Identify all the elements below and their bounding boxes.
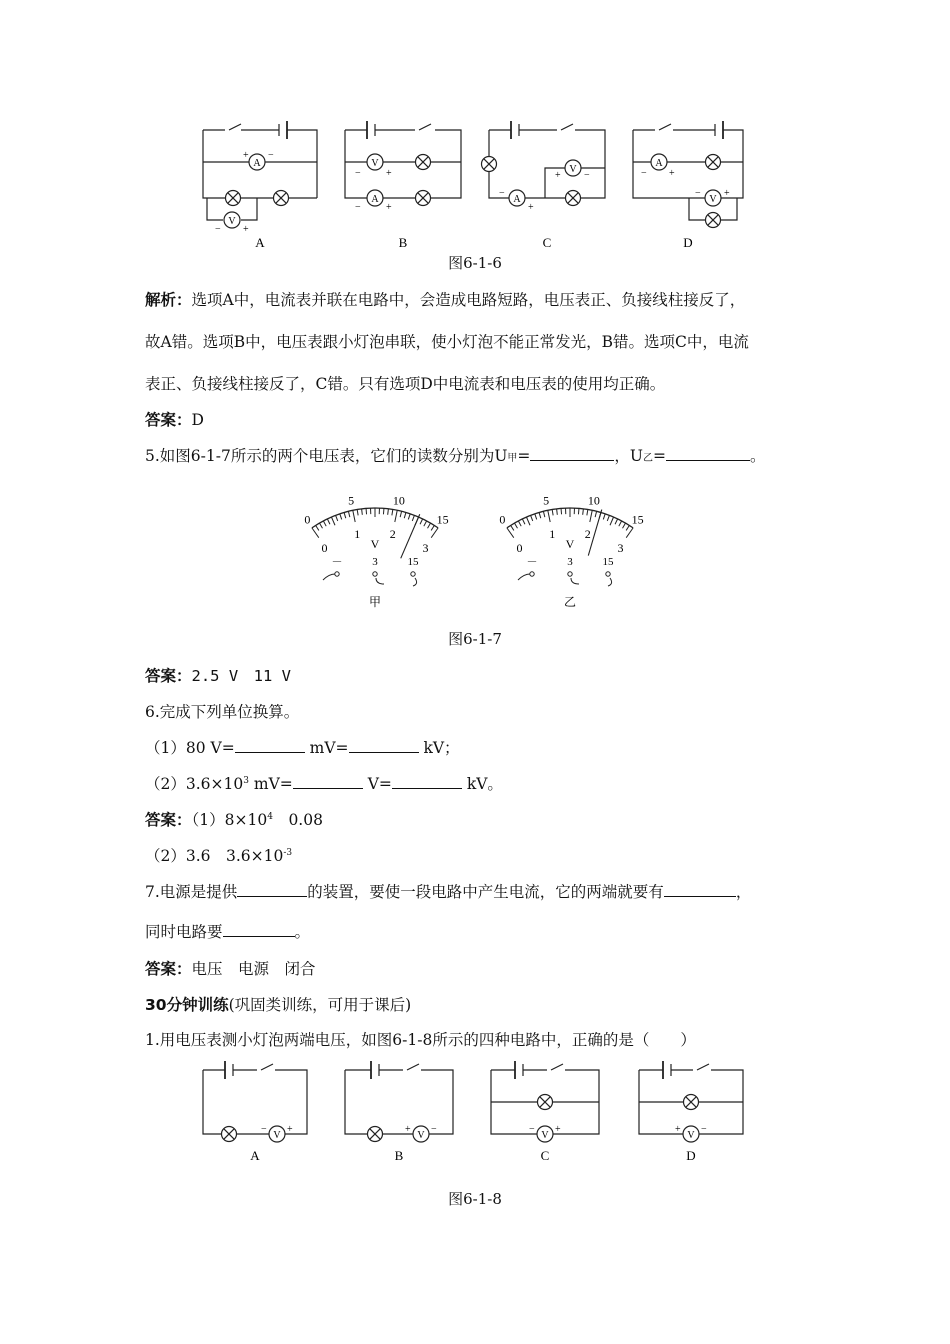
svg-text:+: + <box>724 188 730 199</box>
dial-tick <box>412 515 414 521</box>
scale-label-top: 0 <box>304 512 311 527</box>
lamp-icon <box>482 157 497 172</box>
svg-text:A: A <box>513 194 521 205</box>
dial-tick <box>522 519 525 524</box>
lamp-icon <box>706 213 721 228</box>
meter-name: 乙 <box>563 595 577 609</box>
figure-6-1-8 <box>195 1060 755 1170</box>
dial-tick <box>424 521 427 526</box>
dial-tick <box>511 525 514 530</box>
meter-name: 甲 <box>368 595 382 609</box>
part-text: kV； <box>418 739 460 757</box>
dial-tick <box>362 509 363 515</box>
svg-text:V: V <box>273 1130 281 1141</box>
dial-tick <box>607 515 609 521</box>
svg-text:−: − <box>355 202 361 213</box>
svg-text:−: − <box>499 188 505 199</box>
question-1: 1.用电压表测小灯泡两端电压，如图6-1-8所示的四种电路中，正确的是（ ） <box>145 1031 696 1049</box>
voltmeter-icon <box>355 154 392 179</box>
wire-icon <box>376 578 384 584</box>
svg-text:−: − <box>584 170 590 181</box>
question-5 <box>145 444 766 466</box>
svg-text:+: + <box>555 1124 561 1135</box>
svg-text:−: − <box>701 1124 707 1135</box>
scale-label-bottom: 3 <box>617 540 624 555</box>
figure-caption: 图6-1-6 <box>448 254 502 272</box>
svg-text:A: A <box>253 158 261 169</box>
dial-tick <box>518 521 521 526</box>
terminal-label: 3 <box>567 556 573 568</box>
answer-text: D <box>191 411 204 429</box>
terminal-icon <box>568 572 572 576</box>
option-label: D <box>683 235 693 250</box>
dial-tick <box>623 523 626 528</box>
answer-text: 2.5 V 11 V <box>191 667 292 685</box>
scale-label-top: 10 <box>587 493 600 508</box>
lamp-icon <box>566 191 581 206</box>
lamp-icon <box>538 1095 553 1110</box>
svg-text:−: − <box>529 1124 535 1135</box>
voltmeter-icon <box>675 1124 707 1142</box>
dial-tick <box>392 509 393 515</box>
part-text: V= <box>362 775 392 793</box>
dial-tick <box>348 511 349 517</box>
dial-tick <box>388 509 389 515</box>
ammeter-icon <box>243 150 274 170</box>
answer-label: 答案： <box>145 960 192 978</box>
part-text: kV。 <box>461 775 503 793</box>
lamp-icon <box>706 155 721 170</box>
answer-blank[interactable] <box>237 882 307 897</box>
scale-label-bottom: 3 <box>422 540 429 555</box>
question-text: = <box>517 447 531 465</box>
question-text: 7.电源是提供 <box>145 883 238 901</box>
svg-text:+: + <box>386 202 392 213</box>
subscript: 甲 <box>507 453 518 464</box>
svg-text:A: A <box>371 194 379 205</box>
lamp-icon <box>274 191 289 206</box>
scale-label-bottom: 0 <box>321 540 328 555</box>
dial-pointer <box>401 514 420 558</box>
question-text: 。 <box>294 923 311 941</box>
dial-tick <box>539 512 541 518</box>
dial-tick <box>603 514 605 520</box>
dial-tick <box>395 510 397 522</box>
terminal-label: 3 <box>372 556 378 568</box>
question-text: ， <box>735 883 752 901</box>
option-label: B <box>398 235 408 250</box>
section-title: 30分钟训练 <box>145 996 229 1014</box>
scale-label-top: 0 <box>499 512 506 527</box>
option-label: D <box>686 1148 696 1163</box>
voltmeter-icon <box>555 160 590 181</box>
dial-tick <box>595 511 596 517</box>
terminal-icon <box>373 572 377 576</box>
part-text: （1）80 V= <box>145 739 235 757</box>
svg-text:−: − <box>431 1124 437 1135</box>
dial-tick <box>327 519 330 524</box>
svg-text:A: A <box>655 158 663 169</box>
dial-tick <box>408 514 410 520</box>
ammeter-icon <box>641 154 675 179</box>
answer-text: 电压 电源 闭合 <box>191 960 316 978</box>
voltmeter-icon <box>215 212 249 235</box>
svg-text:+: + <box>675 1124 681 1135</box>
question-text: = <box>653 447 666 465</box>
svg-text:−: − <box>268 150 274 161</box>
dial-tick <box>615 519 618 524</box>
svg-text:−: − <box>641 168 647 179</box>
question-text: 5.如图6-1-7所示的两个电压表，它们的读数分别为U <box>145 447 508 465</box>
voltmeter-icon <box>405 1124 437 1142</box>
svg-text:+: + <box>405 1124 411 1135</box>
question-6-part2 <box>145 772 503 794</box>
scale-label-bottom: 1 <box>549 526 556 541</box>
analysis-text: 选项A中，电流表并联在电路中，会造成电路短路，电压表正、负接线柱接反了， <box>191 291 746 309</box>
svg-text:+: + <box>669 168 675 179</box>
analysis-line: 表正、负接线柱接反了，C错。只有选项D中电流表和电压表的使用均正确。 <box>145 375 666 393</box>
terminal-icon <box>530 572 534 576</box>
scale-label-bottom: 2 <box>584 526 591 541</box>
dial-tick <box>344 512 346 518</box>
question-6: 6.完成下列单位换算。 <box>145 703 300 721</box>
part-text: mV= <box>248 775 293 793</box>
answer-text: （1）8×10 <box>191 811 268 829</box>
figure-6-1-7 <box>300 468 660 613</box>
question-text: 同时电路要 <box>145 923 223 941</box>
answer-label: 答案： <box>145 811 192 829</box>
answer-blank[interactable] <box>392 774 462 789</box>
svg-text:+: + <box>287 1124 293 1135</box>
dial-tick <box>404 512 406 518</box>
voltmeter-icon <box>261 1124 293 1142</box>
dial-tick <box>548 510 550 522</box>
lamp-icon <box>222 1127 237 1142</box>
question-6-part1 <box>145 736 460 758</box>
dial-tick <box>619 521 622 526</box>
scale-label-top: 5 <box>348 493 355 508</box>
dial-tick <box>610 517 614 525</box>
scale-label-bottom: 0 <box>516 540 523 555</box>
svg-text:+: + <box>243 224 249 235</box>
svg-text:−: − <box>695 188 701 199</box>
dial-tick <box>590 510 592 522</box>
dial-tick <box>557 509 558 515</box>
lamp-icon <box>226 191 241 206</box>
voltmeter-icon <box>529 1124 561 1142</box>
question-text: ，U <box>614 447 643 465</box>
answer-blank[interactable] <box>223 922 295 937</box>
wire-icon <box>518 574 530 580</box>
terminal-label: 15 <box>407 556 419 568</box>
wire-icon <box>413 578 417 586</box>
answer-line <box>145 844 292 866</box>
answer-line <box>145 957 316 979</box>
svg-text:−: − <box>261 1124 267 1135</box>
dial-tick <box>319 523 322 528</box>
answer-line <box>145 808 323 830</box>
question-text: 的装置，要使一段电路中产生电流，它的两端就要有 <box>307 883 664 901</box>
dial-tick <box>336 515 338 521</box>
figure-6-1-6 <box>195 120 755 250</box>
dial-tick <box>431 525 434 530</box>
answer-blank[interactable] <box>349 738 419 753</box>
analysis-label: 解析： <box>145 291 192 309</box>
voltmeter-icon <box>695 188 730 206</box>
wire-icon <box>323 574 335 580</box>
superscript: 4 <box>267 811 273 822</box>
svg-text:V: V <box>569 164 577 175</box>
answer-label: 答案： <box>145 667 192 685</box>
svg-text:−: − <box>355 168 361 179</box>
scale-label-top: 10 <box>392 493 405 508</box>
terminal-label: 15 <box>602 556 614 568</box>
lamp-icon <box>368 1127 383 1142</box>
svg-text:−: − <box>215 224 221 235</box>
section-note: (巩固类训练，可用于课后) <box>228 996 412 1014</box>
terminal-label: － <box>331 556 343 568</box>
lamp-icon <box>416 191 431 206</box>
dial-tick <box>323 521 326 526</box>
dial-tick <box>331 517 335 525</box>
terminal-label: － <box>526 556 538 568</box>
figure-caption: 图6-1-7 <box>448 630 502 648</box>
svg-text:V: V <box>228 216 236 227</box>
dial-tick <box>353 510 355 522</box>
svg-text:V: V <box>371 158 379 169</box>
terminal-icon <box>606 572 610 576</box>
scale-label-bottom: 1 <box>354 526 361 541</box>
dial-tick <box>552 509 553 515</box>
dial-tick <box>531 515 533 521</box>
svg-text:+: + <box>386 168 392 179</box>
answer-text: （2）3.6 3.6×10 <box>145 847 284 865</box>
dial-tick <box>400 511 401 517</box>
analysis-line: 故A错。选项B中，电压表跟小灯泡串联，使小灯泡不能正常发光，B错。选项C中，电流 <box>145 333 749 351</box>
part-text: mV= <box>304 739 349 757</box>
answer-label: 答案： <box>145 411 192 429</box>
question-text: 。 <box>750 447 766 465</box>
dial-tick <box>357 509 358 515</box>
subscript: 乙 <box>643 453 653 464</box>
part-text: （2）3.6×10 <box>145 775 244 793</box>
terminal-icon <box>335 572 339 576</box>
svg-text:V: V <box>687 1130 695 1141</box>
svg-text:+: + <box>555 170 561 181</box>
dial-tick <box>626 525 629 530</box>
analysis-line <box>145 288 745 310</box>
answer-line <box>145 408 204 430</box>
wire-icon <box>608 578 612 586</box>
option-label: A <box>255 235 265 250</box>
superscript: 3 <box>243 775 249 786</box>
scale-label-top: 15 <box>436 512 449 527</box>
dial-tick <box>340 514 342 520</box>
unit-label: V <box>370 537 380 551</box>
answer-blank[interactable] <box>666 446 750 461</box>
option-label: A <box>250 1148 260 1163</box>
wire-icon <box>571 578 579 584</box>
dial-tick <box>420 519 423 524</box>
answer-line <box>145 664 291 686</box>
lamp-icon <box>416 155 431 170</box>
dial-tick <box>583 509 584 515</box>
option-label: C <box>542 235 552 250</box>
option-label: B <box>394 1148 404 1163</box>
answer-blank[interactable] <box>235 738 305 753</box>
ammeter-icon <box>355 190 392 213</box>
svg-text:+: + <box>528 202 534 213</box>
option-label: C <box>540 1148 550 1163</box>
dial-tick <box>514 523 517 528</box>
dial-tick <box>428 523 431 528</box>
terminal-icon <box>411 572 415 576</box>
lamp-icon <box>684 1095 699 1110</box>
scale-label-bottom: 2 <box>389 526 396 541</box>
svg-text:V: V <box>417 1130 425 1141</box>
scale-label-top: 5 <box>543 493 550 508</box>
dial-tick <box>535 514 537 520</box>
dial-tick <box>526 517 530 525</box>
answer-blank[interactable] <box>664 882 736 897</box>
superscript: -3 <box>283 847 293 858</box>
section-header <box>145 993 411 1015</box>
answer-blank[interactable] <box>530 446 614 461</box>
dial-tick <box>587 509 588 515</box>
answer-blank[interactable] <box>293 774 363 789</box>
scale-label-top: 15 <box>631 512 644 527</box>
dial-tick <box>543 511 544 517</box>
figure-caption: 图6-1-8 <box>448 1190 502 1208</box>
svg-text:+: + <box>243 150 249 161</box>
answer-text: 0.08 <box>272 811 323 829</box>
question-7-cont <box>145 920 310 942</box>
unit-label: V <box>565 537 575 551</box>
svg-text:V: V <box>541 1130 549 1141</box>
question-7 <box>145 880 751 902</box>
svg-text:V: V <box>709 194 717 205</box>
dial-tick <box>316 525 319 530</box>
ammeter-icon <box>499 188 534 213</box>
